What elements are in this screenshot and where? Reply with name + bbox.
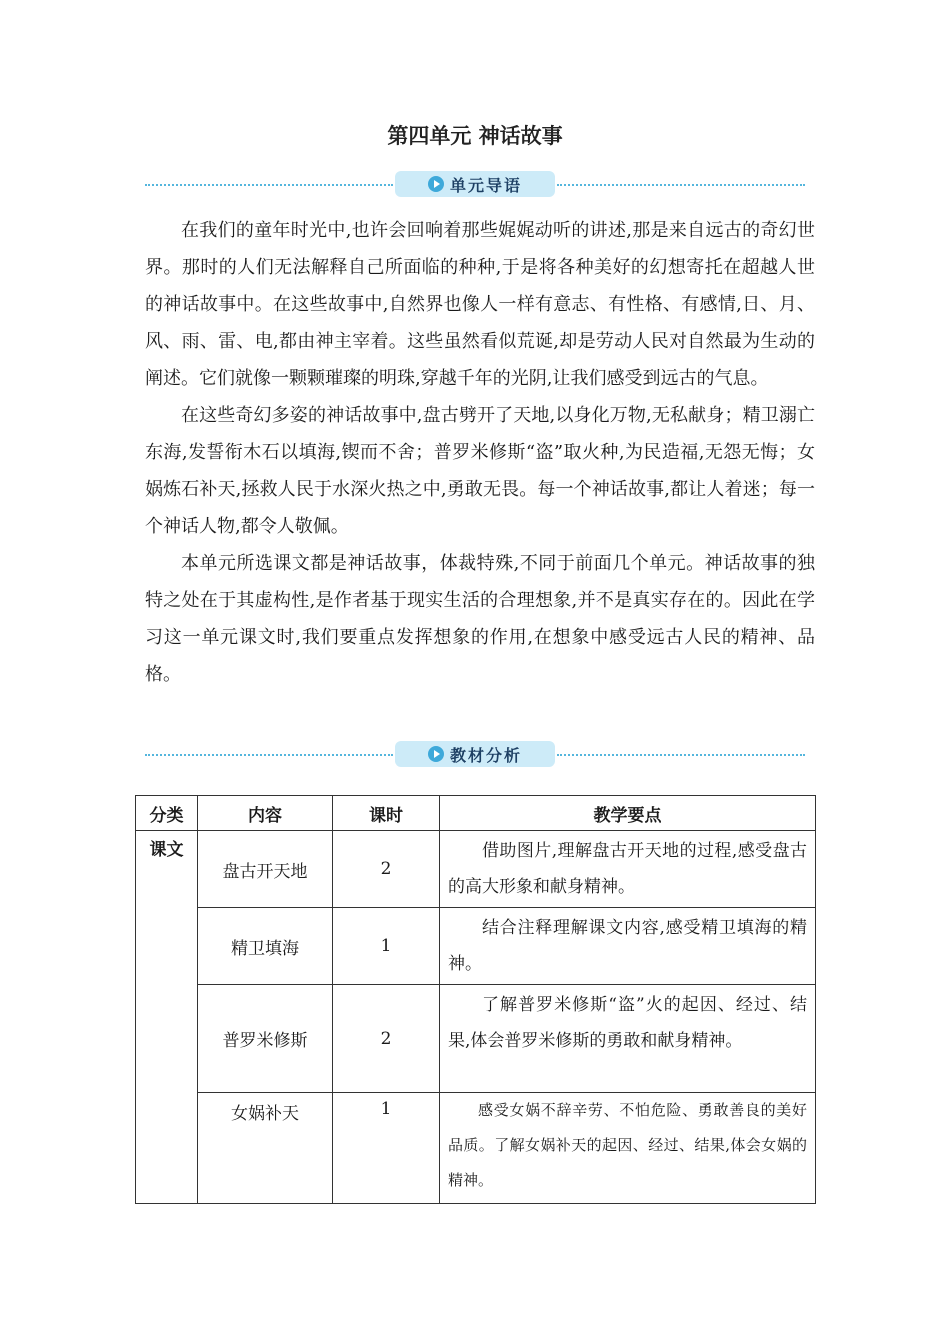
table-row xyxy=(136,908,816,985)
intro-paragraph: 在我们的童年时光中,也许会回响着那些娓娓动听的讲述,那是来自远古的奇幻世界。那时的人们无法解释自己所面临的种种,于是将各种美好的幻想寄托在超越人世的神话故事中。在这些故事中,自然界也像人一样有意志、有性格、有感情,日、月、风、雨、雷、电,都由神主宰着。这些虽然看似荒诞,却是劳动人民对自然最为生动的阐述。它们就像一颗颗璀璨的明珠,穿越千年的光阴,让我们感受到远古的气息。 xyxy=(145,220,815,389)
intro-paragraph: 在这些奇幻多姿的神话故事中,盘古劈开了天地,以身化万物,无私献身；精卫溺亡东海,发誓衔木石以填海,锲而不舍；普罗米修斯“盗”取火种,为民造福,无怨无悔；女娲炼石补天,拯救人民于水深火热之中,勇敢无畏。每一个神话故事,都让人着迷；每一个神话人物,都令人敬佩。 xyxy=(145,405,815,537)
lesson-points: 感受女娲不辞辛劳、不怕危险、勇敢善良的美好品质。了解女娲补天的起因、经过、结果,体会女娲的精神。 xyxy=(440,1093,816,1204)
lesson-hours: 2 xyxy=(333,831,440,908)
dotted-divider-right xyxy=(557,754,805,756)
header-hours: 课时 xyxy=(333,796,440,831)
intro-text xyxy=(145,212,815,693)
section-header-analysis xyxy=(145,740,805,770)
table-row xyxy=(136,1093,816,1204)
lesson-points: 结合注释理解课文内容,感受精卫填海的精神。 xyxy=(440,908,816,985)
lesson-hours: 2 xyxy=(333,985,440,1093)
dotted-divider-left xyxy=(145,754,393,756)
analysis-table xyxy=(135,795,816,1204)
dotted-divider-right xyxy=(557,184,805,186)
page-title: 第四单元 神话故事 xyxy=(387,124,563,148)
table-row xyxy=(136,985,816,1093)
dotted-divider-left xyxy=(145,184,393,186)
lesson-hours: 1 xyxy=(333,908,440,985)
header-category: 分类 xyxy=(136,796,198,831)
lesson-hours: 1 xyxy=(333,1093,440,1204)
section-pill xyxy=(395,171,555,197)
section-header-intro xyxy=(145,170,805,200)
lesson-points: 借助图片,理解盘古开天地的过程,感受盘古的高大形象和献身精神。 xyxy=(440,831,816,908)
header-teaching-points: 教学要点 xyxy=(440,796,816,831)
category-cell: 课文 xyxy=(136,831,198,1204)
lesson-points: 了解普罗米修斯“盗”火的起因、经过、结果,体会普罗米修斯的勇敢和献身精神。 xyxy=(440,985,816,1093)
section-title: 教材分析 xyxy=(449,745,522,765)
intro-paragraph: 本单元所选课文都是神话故事，体裁特殊,不同于前面几个单元。神话故事的独特之处在于其虚构性,是作者基于现实生活的合理想象,并不是真实存在的。因此在学习这一单元课文时,我们要重点发挥想象的作用,在想象中感受远古人民的精神、品格。 xyxy=(145,553,815,685)
lesson-title: 女娲补天 xyxy=(198,1093,333,1204)
lesson-title: 盘古开天地 xyxy=(198,831,333,908)
lesson-title: 普罗米修斯 xyxy=(198,985,333,1093)
play-arrow-icon xyxy=(428,746,444,762)
lesson-title: 精卫填海 xyxy=(198,908,333,985)
header-content: 内容 xyxy=(198,796,333,831)
table-row xyxy=(136,831,816,908)
table-header-row xyxy=(136,796,816,831)
section-pill xyxy=(395,741,555,767)
play-arrow-icon xyxy=(428,176,444,192)
section-title: 单元导语 xyxy=(449,175,522,195)
